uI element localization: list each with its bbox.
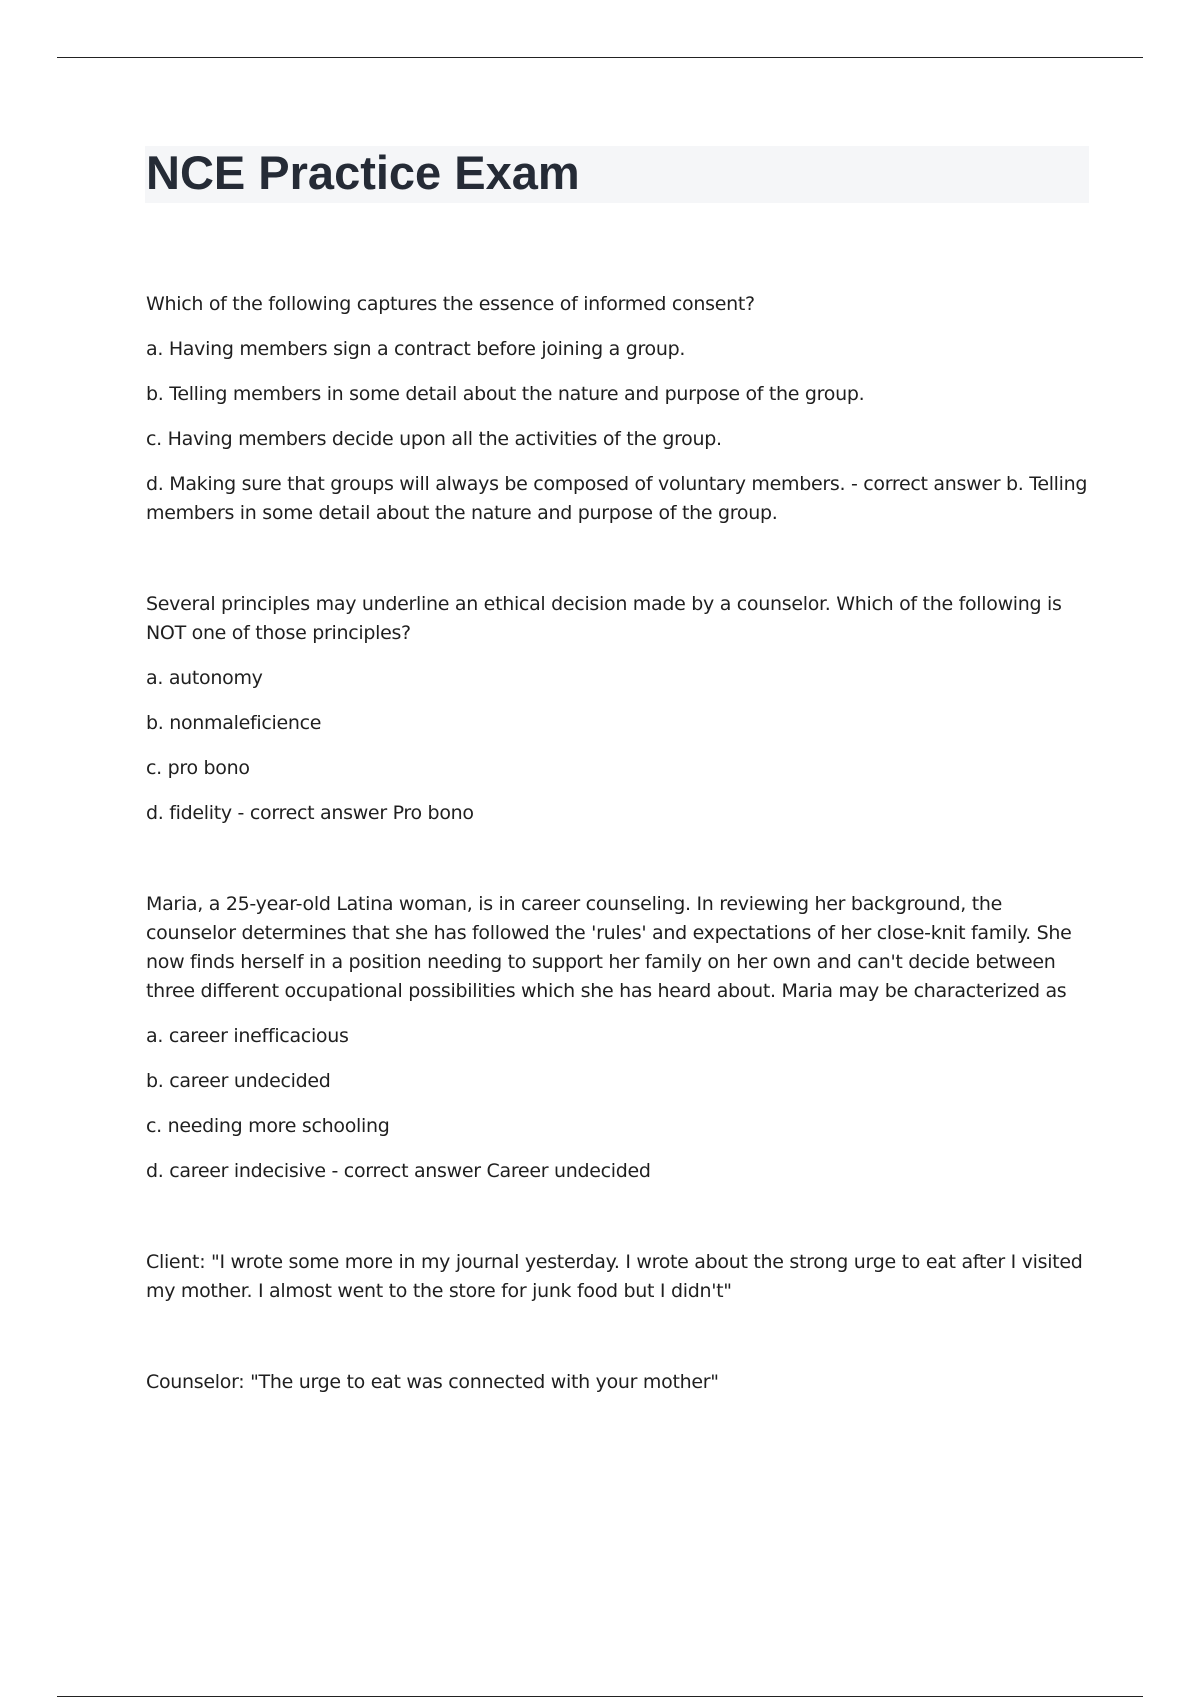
question-block-2 (146, 590, 1096, 828)
answer-option: d. Making sure that groups will always be composed of voluntary members. - correct answer b. Telling members in some detail about the nature and purpose of the group. (146, 473, 1088, 524)
question-text: Counselor: "The urge to eat was connected with your mother" (146, 1371, 719, 1393)
question-text: Several principles may underline an ethical decision made by a counselor. Which of the following is NOT one of those principles? (146, 593, 1062, 644)
answer-option: c. needing more schooling (146, 1115, 390, 1137)
page-title: NCE Practice Exam (146, 146, 580, 199)
answer-option: b. nonmaleficience (146, 712, 322, 734)
top-divider (57, 57, 1143, 58)
answer-option: a. Having members sign a contract before joining a group. (146, 338, 686, 360)
question-block-3 (146, 890, 1096, 1186)
bottom-divider (57, 1696, 1143, 1697)
exam-content (146, 290, 1096, 1397)
answer-option: a. career inefficacious (146, 1025, 349, 1047)
question-text: Maria, a 25-year-old Latina woman, is in career counseling. In reviewing her background, the counselor determines that she has followed the 'rules' and expectations of her close-knit family. She now finds herself in a position needing to support her family on her own and can't decide between three different occupational possibilities which she has heard about. Maria may be characterized as (146, 893, 1072, 1002)
question-block-5 (146, 1368, 1096, 1397)
answer-option: a. autonomy (146, 667, 263, 689)
answer-option: c. pro bono (146, 757, 250, 779)
question-text: Which of the following captures the essence of informed consent? (146, 293, 755, 315)
question-block-1 (146, 290, 1096, 528)
question-text: Client: "I wrote some more in my journal yesterday. I wrote about the strong urge to eat after I visited my mother. I almost went to the store for junk food but I didn't" (146, 1251, 1083, 1302)
answer-option: c. Having members decide upon all the activities of the group. (146, 428, 722, 450)
answer-option: d. fidelity - correct answer Pro bono (146, 802, 474, 824)
answer-option: b. career undecided (146, 1070, 331, 1092)
question-block-4 (146, 1248, 1096, 1306)
answer-option: b. Telling members in some detail about the nature and purpose of the group. (146, 383, 865, 405)
answer-option: d. career indecisive - correct answer Career undecided (146, 1160, 651, 1182)
